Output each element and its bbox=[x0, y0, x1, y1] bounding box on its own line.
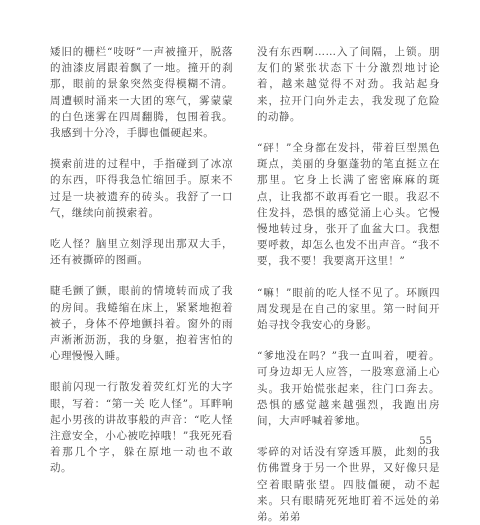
left-text-column bbox=[50, 44, 233, 477]
paragraph: 眼前闪现一行散发着荧红灯光的大字眼，写着：“第一关 吃人怪”。耳畔响起小男孩的讲故事般的声音：“吃人怪注意安全，小心被吃掉哦！”我死死看着那几个字，躲在原地一动也不敢动。 bbox=[50, 381, 233, 475]
paragraph: “砰！”全身都在发抖，带着巨型黑色斑点，美丽的身躯蓬勃的笔直挺立在那里。它身上长满了密密麻麻的斑点，让我都不敢再看它一眼。我忍不住发抖，恐惧的感觉涌上心头。它慢慢地转过身，张开了血盆大口。我想要呼救，却怎么也发不出声音。“我不要，我不要！我要离开这里！” bbox=[257, 142, 440, 268]
paragraph: 摸索前进的过程中，手指碰到了冰凉的东西，吓得我急忙缩回手。原来不过是一块被遗弃的砖头。我舒了一口气，继续向前摸索着。 bbox=[50, 158, 233, 219]
page-number: 55 bbox=[419, 436, 432, 447]
paragraph: 吃人怪？脑里立刻浮现出那双大手，还有被撕碎的图画。 bbox=[50, 238, 233, 267]
paragraph: “嘛！”眼前的吃人怪不见了。环顾四周发现是在自己的家里。第一时间开始寻找令我安心的身影。 bbox=[257, 286, 440, 332]
paragraph: 矮旧的栅栏“吱呀”一声被撞开，脱落的油漆皮屑跟着飘了一地。撞开的刹那，眼前的景象突然变得模糊不清。周遭顿时涌来一大团的寒气，雾蒙蒙的白色迷雾在四周翻腾，包围着我。我感到十分冷，手脚也僵硬起来。 bbox=[50, 46, 233, 140]
paragraph: “爹地没在吗？”我一直叫着，哽着。可身边却无人应答，一股寒意涌上心头。我开始慌张起来，往门口奔去。恐惧的感觉越来越强烈，我跑出房间，大声呼喊着爹地。 bbox=[257, 350, 440, 428]
paragraph: 零碎的对话没有穿透耳膜，此刻的我仿佛置身于另一个世界，又好像只是空着眼睛张望。四肢僵硬，动不起来。只有眼睛死死地盯着不远处的弟弟。弟弟 bbox=[257, 446, 440, 524]
right-text-column bbox=[257, 44, 440, 525]
paragraph: 睫毛颤了颤，眼前的情境转而成了我的房间。我蜷缩在床上，紧紧地抱着被子，身体不停地颤抖着。窗外的雨声淅淅沥沥，我的身躯，抱着害怕的心理慢慢入睡。 bbox=[50, 285, 233, 363]
paragraph: 没有东西啊……入了间隔，上锁。朋友们的紧张状态下十分激烈地讨论着，越来越觉得不对劲。我站起身来，拉开门向外走去，我发现了危险的动静。 bbox=[257, 46, 440, 123]
